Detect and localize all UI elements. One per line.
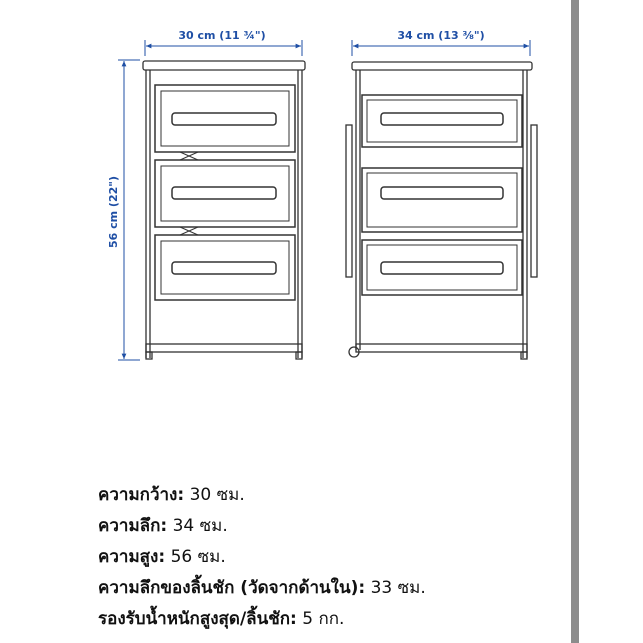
right-border	[571, 0, 579, 643]
front-width-dimension	[145, 29, 302, 56]
side-drawer-2	[362, 168, 522, 232]
front-side-braces	[180, 152, 198, 235]
side-right-foot	[521, 352, 527, 359]
front-drawer-3	[155, 235, 295, 300]
side-right-bracket	[531, 125, 537, 277]
side-base-rail	[356, 344, 527, 352]
side-left-bracket	[346, 125, 352, 277]
spec-max-load	[98, 604, 426, 635]
front-width-label: 30 cm (11 ¾")	[178, 29, 266, 42]
side-top-panel	[352, 62, 532, 70]
side-view	[346, 62, 537, 359]
front-drawer-1	[155, 85, 295, 152]
spec-max-load-label: รองรับน้ำหนักสูงสุด/ลิ้นชัก:	[98, 609, 297, 629]
spec-width-value: 30 ซม.	[189, 485, 245, 505]
height-label: 56 cm (22")	[107, 175, 120, 249]
height-dimension	[107, 60, 140, 360]
spec-width	[98, 480, 426, 511]
front-top-panel	[143, 61, 305, 70]
spec-height	[98, 542, 426, 573]
spec-depth-label: ความลึก:	[98, 516, 168, 536]
spec-max-load-value: 5 กก.	[302, 609, 345, 629]
spec-list	[98, 480, 426, 635]
side-depth-dimension	[352, 29, 530, 56]
side-drawer-1	[362, 95, 522, 147]
spec-drawer-depth-value: 33 ซม.	[370, 578, 426, 598]
front-drawer-2	[155, 160, 295, 227]
side-depth-label: 34 cm (13 ⅜")	[397, 29, 485, 42]
front-right-foot	[296, 352, 302, 359]
front-view	[143, 61, 305, 359]
front-base-rail	[146, 344, 302, 352]
side-drawer-3	[362, 240, 522, 295]
spec-width-label: ความกว้าง:	[98, 485, 185, 505]
front-left-foot	[146, 352, 152, 359]
spec-height-value: 56 ซม.	[170, 547, 226, 567]
spec-drawer-depth-label: ความลึกของลิ้นชัก (วัดจากด้านใน):	[98, 578, 366, 598]
spec-drawer-depth	[98, 573, 426, 604]
spec-depth	[98, 511, 426, 542]
spec-depth-value: 34 ซม.	[172, 516, 228, 536]
spec-height-label: ความสูง:	[98, 547, 166, 567]
